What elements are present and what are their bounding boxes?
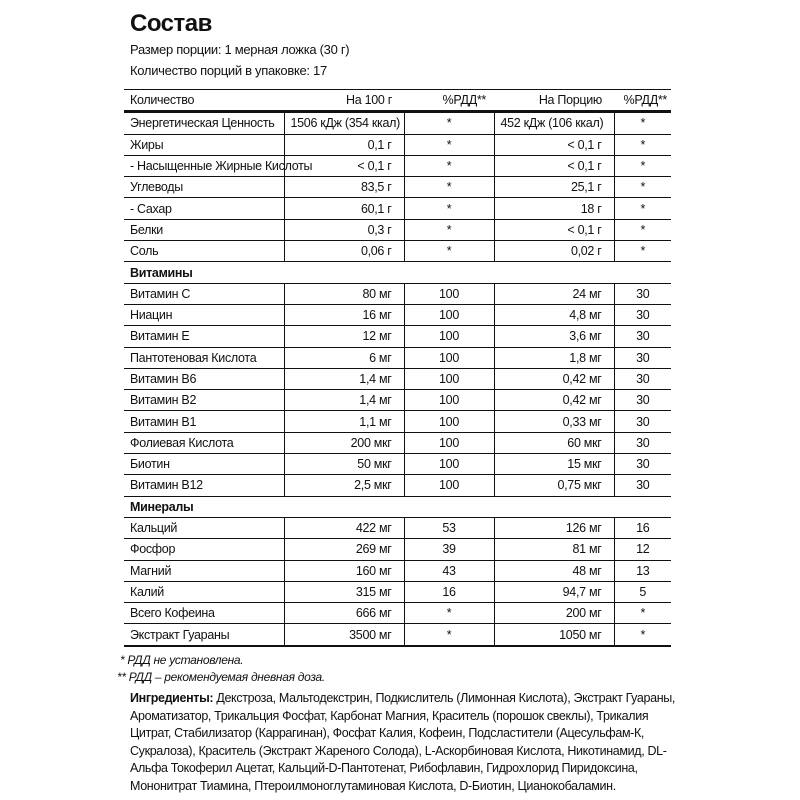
row-rdd-serving: 16 [614,517,671,538]
table-row [124,539,671,560]
row-name: Витамин B2 [124,390,284,411]
header-per-serving: На Порцию [494,90,614,112]
row-name: Углеводы [124,177,284,198]
table-row [124,155,671,176]
row-rdd-serving: 30 [614,326,671,347]
row-per-100g: 12 мг [284,326,404,347]
row-per-100g: 269 мг [284,539,404,560]
header-rdd-100g: %РДД** [404,90,494,112]
row-per-100g: 0,3 г [284,219,404,240]
table-row [124,304,671,325]
table-row [124,241,671,262]
footnote-rdd-definition: ** РДД – рекомендуемая дневная доза. [117,670,325,684]
row-per-serving: 81 мг [494,539,614,560]
row-rdd-serving: 30 [614,390,671,411]
row-per-serving: 1050 мг [494,624,614,646]
servings-per-package: Количество порций в упаковке: 17 [130,63,327,78]
table-row [124,368,671,389]
table-row [124,390,671,411]
row-per-serving: 0,02 г [494,241,614,262]
row-per-serving: 452 кДж (106 ккал) [494,112,614,134]
row-per-serving: < 0,1 г [494,219,614,240]
row-per-serving: 18 г [494,198,614,219]
row-rdd-100g: 43 [404,560,494,581]
table-row [124,134,671,155]
row-per-100g: 315 мг [284,581,404,602]
table-row [124,624,671,646]
row-rdd-100g: * [404,198,494,219]
row-per-serving: 0,42 мг [494,390,614,411]
header-name: Количество [124,90,284,112]
table-row [124,219,671,240]
row-rdd-serving: * [614,219,671,240]
table-row [124,517,671,538]
header-rdd-serving: %РДД** [614,90,671,112]
row-per-serving: 48 мг [494,560,614,581]
row-per-100g: < 0,1 г [284,155,404,176]
row-per-serving: 0,33 мг [494,411,614,432]
row-rdd-serving: * [614,624,671,646]
row-per-serving: 0,42 мг [494,368,614,389]
row-rdd-serving: 30 [614,432,671,453]
table-row [124,603,671,624]
row-name: Соль [124,241,284,262]
row-rdd-100g: 100 [404,347,494,368]
row-rdd-100g: 53 [404,517,494,538]
row-rdd-100g: 100 [404,283,494,304]
row-rdd-100g: 100 [404,390,494,411]
row-per-100g: 666 мг [284,603,404,624]
row-rdd-serving: 5 [614,581,671,602]
row-per-serving: 60 мкг [494,432,614,453]
row-per-100g: 16 мг [284,304,404,325]
row-name: Всего Кофеина [124,603,284,624]
row-rdd-serving: * [614,177,671,198]
row-name: - Насыщенные Жирные Кислоты [124,155,284,176]
section-row [124,496,671,517]
row-name: Витамин C [124,283,284,304]
serving-size: Размер порции: 1 мерная ложка (30 г) [130,42,350,57]
row-per-serving: 0,75 мкг [494,475,614,496]
table-row [124,326,671,347]
row-rdd-serving: 30 [614,283,671,304]
row-per-100g: 2,5 мкг [284,475,404,496]
row-per-100g: 1,4 мг [284,390,404,411]
table-row [124,454,671,475]
table-row [124,581,671,602]
row-rdd-100g: * [404,134,494,155]
table-header [124,90,671,112]
row-per-serving: 4,8 мг [494,304,614,325]
row-per-100g: 6 мг [284,347,404,368]
row-per-100g: 83,5 г [284,177,404,198]
row-name: Жиры [124,134,284,155]
row-per-serving: < 0,1 г [494,155,614,176]
row-name: Пантотеновая Кислота [124,347,284,368]
table-row [124,198,671,219]
table-body [124,112,671,646]
ingredients-label: Ингредиенты: [130,691,214,705]
section-row [124,262,671,283]
row-rdd-100g: * [404,603,494,624]
row-per-serving: 15 мкг [494,454,614,475]
row-per-100g: 1506 кДж (354 ккал) [284,112,404,134]
row-per-100g: 50 мкг [284,454,404,475]
row-rdd-100g: * [404,241,494,262]
row-name: Кальций [124,517,284,538]
row-name: Энергетическая Ценность [124,112,284,134]
row-rdd-100g: * [404,177,494,198]
row-rdd-serving: * [614,134,671,155]
row-rdd-100g: * [404,155,494,176]
row-name: Витамин B6 [124,368,284,389]
row-rdd-100g: 39 [404,539,494,560]
row-rdd-serving: * [614,198,671,219]
row-rdd-100g: 100 [404,432,494,453]
table-row [124,177,671,198]
row-rdd-100g: 16 [404,581,494,602]
row-name: Экстракт Гуараны [124,624,284,646]
row-per-serving: 1,8 мг [494,347,614,368]
table-row [124,112,671,134]
row-per-100g: 80 мг [284,283,404,304]
row-name: Белки [124,219,284,240]
row-rdd-100g: * [404,219,494,240]
row-rdd-100g: 100 [404,368,494,389]
row-rdd-100g: 100 [404,411,494,432]
row-name: Фосфор [124,539,284,560]
row-rdd-serving: * [614,603,671,624]
row-rdd-100g: * [404,624,494,646]
row-per-100g: 200 мкг [284,432,404,453]
table-row [124,283,671,304]
row-per-serving: 24 мг [494,283,614,304]
row-name: Витамин B1 [124,411,284,432]
table-row [124,432,671,453]
section-label: Минералы [124,496,671,517]
row-rdd-serving: * [614,155,671,176]
row-rdd-serving: 13 [614,560,671,581]
row-per-serving: 25,1 г [494,177,614,198]
row-per-serving: < 0,1 г [494,134,614,155]
row-per-100g: 422 мг [284,517,404,538]
row-rdd-serving: 30 [614,347,671,368]
row-name: Магний [124,560,284,581]
row-rdd-serving: 12 [614,539,671,560]
row-name: Витамин B12 [124,475,284,496]
table-row [124,411,671,432]
row-per-serving: 94,7 мг [494,581,614,602]
row-per-100g: 3500 мг [284,624,404,646]
row-per-100g: 160 мг [284,560,404,581]
row-rdd-100g: 100 [404,326,494,347]
row-name: Витамин E [124,326,284,347]
row-name: Фолиевая Кислота [124,432,284,453]
row-rdd-100g: 100 [404,454,494,475]
row-per-serving: 126 мг [494,517,614,538]
footnote-rdd-not-set: * РДД не установлена. [120,653,244,667]
row-rdd-100g: * [404,112,494,134]
table-row [124,560,671,581]
row-rdd-100g: 100 [404,304,494,325]
row-per-100g: 0,1 г [284,134,404,155]
row-rdd-serving: * [614,241,671,262]
table-row [124,347,671,368]
header-per-100g: На 100 г [284,90,404,112]
row-rdd-100g: 100 [404,475,494,496]
row-rdd-serving: 30 [614,454,671,475]
ingredients-text: Декстроза, Мальтодекстрин, Подкислитель (Лимонная Кислота), Экстракт Гуараны, Ароматизатор, Трикальция Фосфат, Карбонат Магния, Краситель (порошок свеклы), Трикалия Цитрат, Стабилизатор (Каррагинан), Фосфат Калия, Кофеин, Подсластители (Ацесульфам-К, Сукралоза), Краситель (Экстракт Жареного Солода), L-Аскорбиновая Кислота, Никотинамид, DL-Альфа Токоферил Ацетат, Кальций-D-Пантотенат, Рибофлавин, Гидрохлорид Пиридоксина, Мононитрат Тиамина, Птероилмоноглутаминовая Кислота, D-Биотин, Цианокобаламин. [130,691,676,793]
row-rdd-serving: 30 [614,304,671,325]
nutrition-table [124,89,671,647]
row-rdd-serving: 30 [614,475,671,496]
table-row [124,475,671,496]
row-rdd-serving: 30 [614,411,671,432]
row-per-serving: 200 мг [494,603,614,624]
row-per-100g: 1,1 мг [284,411,404,432]
page-title: Состав [130,10,212,37]
row-per-100g: 1,4 мг [284,368,404,389]
ingredients-block [130,690,690,795]
row-rdd-serving: * [614,112,671,134]
row-name: Биотин [124,454,284,475]
row-rdd-serving: 30 [614,368,671,389]
row-name: - Сахар [124,198,284,219]
row-per-100g: 0,06 г [284,241,404,262]
row-name: Калий [124,581,284,602]
section-label: Витамины [124,262,671,283]
row-per-100g: 60,1 г [284,198,404,219]
row-name: Ниацин [124,304,284,325]
row-per-serving: 3,6 мг [494,326,614,347]
